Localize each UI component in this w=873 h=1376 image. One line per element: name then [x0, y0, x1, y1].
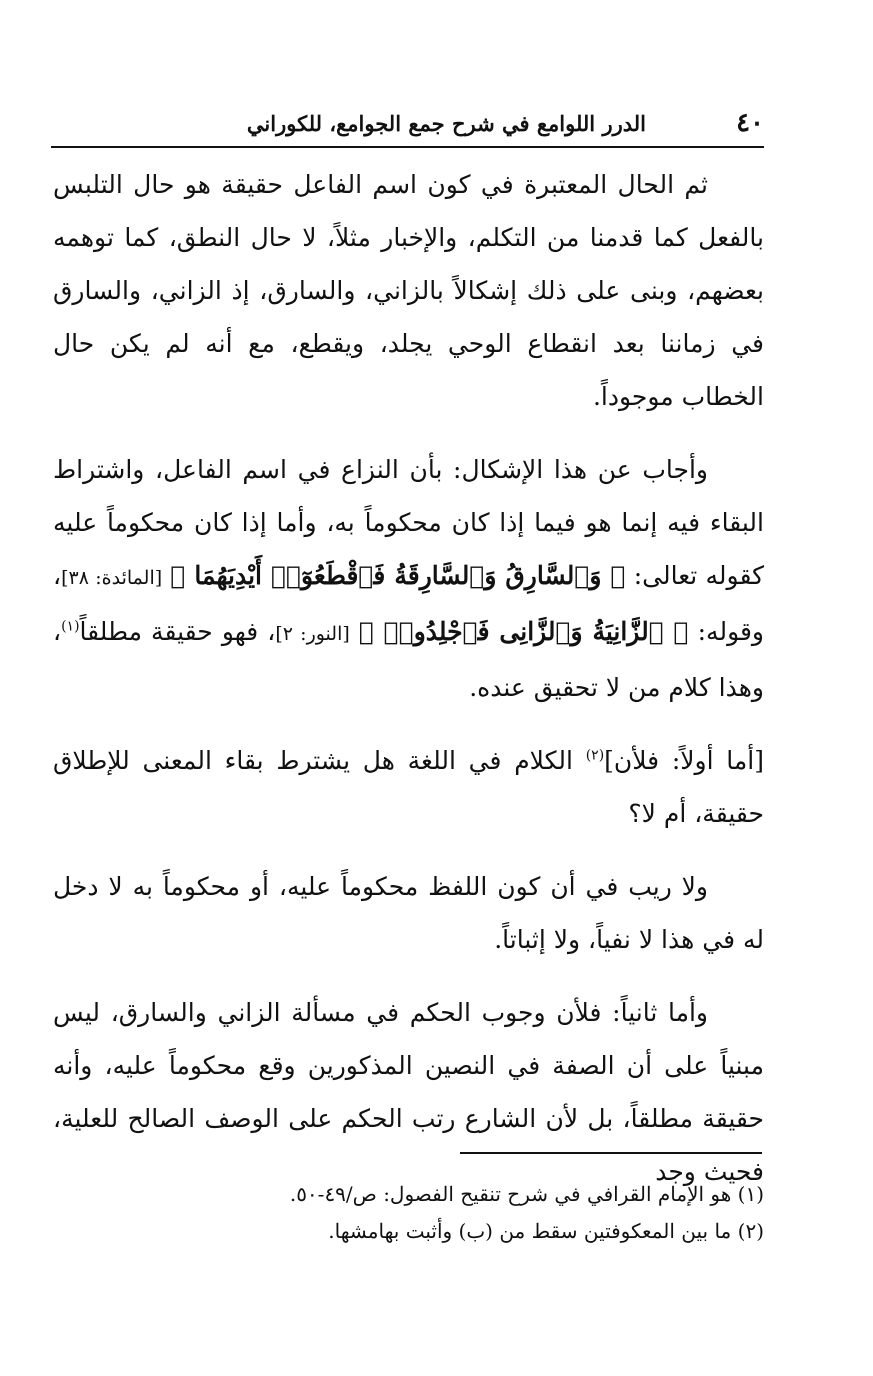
- footnote-1: (١) هو الإمام القرافي في شرح تنقيح الفصول: ص/٤٩-٥٠.: [289, 1182, 764, 1206]
- paragraph-2: [53, 443, 764, 714]
- paragraph-4: ولا ريب في أن كون اللفظ محكوماً عليه، أو محكوماً به لا دخل له في هذا لا نفياً، ولا إثباتاً.: [53, 872, 764, 954]
- paragraph-1: ثم الحال المعتبرة في كون اسم الفاعل حقيقة هو حال التلبس بالفعل كما قدمنا من التكلم، والإخبار مثلاً، لا حال النطق، كما توهمه بعضهم، وبنى على ذلك إشكالاً بالزاني، والسارق، إذ الزاني، والسارق في زماننا بعد انقطاع الوحي يجلد، ويقطع، مع أنه لم يكن حال الخطاب موجوداً.: [53, 170, 764, 411]
- footnote-marker-1: (١): [61, 618, 80, 635]
- paragraph-3-bracketed: [أما أولاً: فلأن]: [604, 746, 764, 775]
- footnote-marker-2: (٢): [585, 747, 605, 764]
- verse-reference-2: [النور: ٢]: [275, 623, 350, 645]
- footnote-separator: [460, 1152, 762, 1154]
- paragraph-2-middle: ، وقوله:: [53, 561, 765, 646]
- running-title: الدرر اللوامع في شرح جمع الجوامع، للكوراني: [246, 110, 646, 136]
- paragraph-3: [53, 734, 764, 840]
- main-text: [53, 158, 764, 1218]
- footnote-2: (٢) ما بين المعكوفتين سقط من (ب) وأثبت بهامشها.: [328, 1219, 764, 1243]
- quran-verse-1: ﴿ وَٱلسَّارِقُ وَٱلسَّارِقَةُ فَٱقْطَعُوٓا۟ أَيْدِيَهُمَا ﴾: [170, 561, 626, 590]
- paragraph-2-ending: ، وهذا كلام من لا تحقيق عنده.: [53, 617, 764, 702]
- page-header: [51, 100, 764, 148]
- paragraph-2-opening: وأجاب عن هذا الإشكال: بأن النزاع في اسم الفاعل، واشتراط البقاء فيه إنما هو فيما إذا كان محكوماً به، وأما إذا كان محكوماً عليه كقوله تعالى:: [53, 455, 764, 590]
- footnotes: [53, 1176, 764, 1250]
- quran-verse-2: ﴿ ٱلزَّانِيَةُ وَٱلزَّانِى فَٱجْلِدُوا۟ ﴾: [358, 617, 689, 646]
- paragraph-5: وأما ثانياً: فلأن وجوب الحكم في مسألة الزاني والسارق، ليس مبنياً على أن الصفة في النصين المذكورين وقع محكوماً عليه، وأنه حقيقة مطلقاً، بل لأن الشارع رتب الحكم على الوصف الصالح للعلية، فحيث وجد: [53, 998, 764, 1186]
- paragraph-3-body: الكلام في اللغة هل يشترط بقاء المعنى للإطلاق حقيقة، أم لا؟: [53, 746, 764, 828]
- verse-reference-1: [المائدة: ٣٨]: [61, 567, 163, 589]
- page-number: ٤٠: [736, 108, 764, 138]
- paragraph-2-continuation: ، فهو حقيقة مطلقاً: [79, 617, 276, 646]
